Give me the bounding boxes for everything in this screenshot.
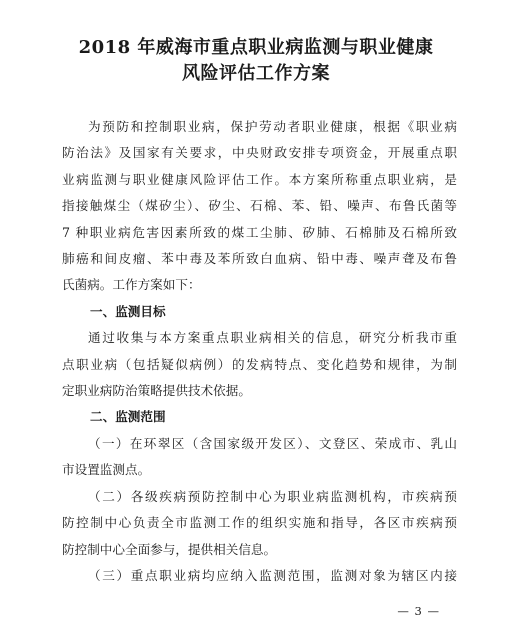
section-heading-monitoring-goal: 一、监测目标 [90,304,166,319]
scope-item-2-line-3: 防控制中心全面参与，提供相关信息。 [62,542,277,557]
intro-line-6: 肺癌和间皮瘤、苯中毒及苯所致白血病、铅中毒、噪声聋及布鲁 [62,251,457,266]
intro-line-7: 氏菌病。工作方案如下： [62,277,201,292]
page-number: — 3 — [397,604,440,618]
scope-item-2-line-1: （二）各级疾病预防控制中心为职业病监测机构，市疾病预 [88,489,457,504]
section-heading-monitoring-scope: 二、监测范围 [90,409,166,424]
scope-item-1-line-2: 市设置监测点。 [62,462,151,477]
scope-item-3-line-1: （三）重点职业病均应纳入监测范围，监测对象为辖区内接 [88,568,457,583]
document-title-line-1: 2018 年威海市重点职业病监测与职业健康 [78,37,434,58]
intro-line-2: 防治法》及国家有关要求，中央财政安排专项资金，开展重点职 [62,145,457,160]
goal-line-2: 点职业病（包括疑似病例）的发病特点、变化趋势和规律，为制 [62,357,457,372]
intro-line-3: 业病监测与职业健康风险评估工作。本方案所称重点职业病，是 [62,172,457,187]
intro-line-1: 为预防和控制职业病，保护劳动者职业健康，根据《职业病 [88,119,457,134]
goal-line-3: 定职业病防治策略提供技术依据。 [62,383,251,398]
intro-line-4: 指接触煤尘（煤矽尘）、矽尘、石棉、苯、铅、噪声、布鲁氏菌等 [62,198,457,213]
goal-line-1: 通过收集与本方案重点职业病相关的信息，研究分析我市重 [88,330,457,345]
intro-line-5: 7 种职业病危害因素所致的煤工尘肺、矽肺、石棉肺及石棉所致 [62,225,457,240]
scope-item-1-line-1: （一）在环翠区（含国家级开发区）、文登区、荣成市、乳山 [88,436,457,451]
scope-item-2-line-2: 防控制中心负责全市监测工作的组织实施和指导，各区市疾病预 [62,515,457,530]
document-title-line-2: 风险评估工作方案 [182,63,330,84]
